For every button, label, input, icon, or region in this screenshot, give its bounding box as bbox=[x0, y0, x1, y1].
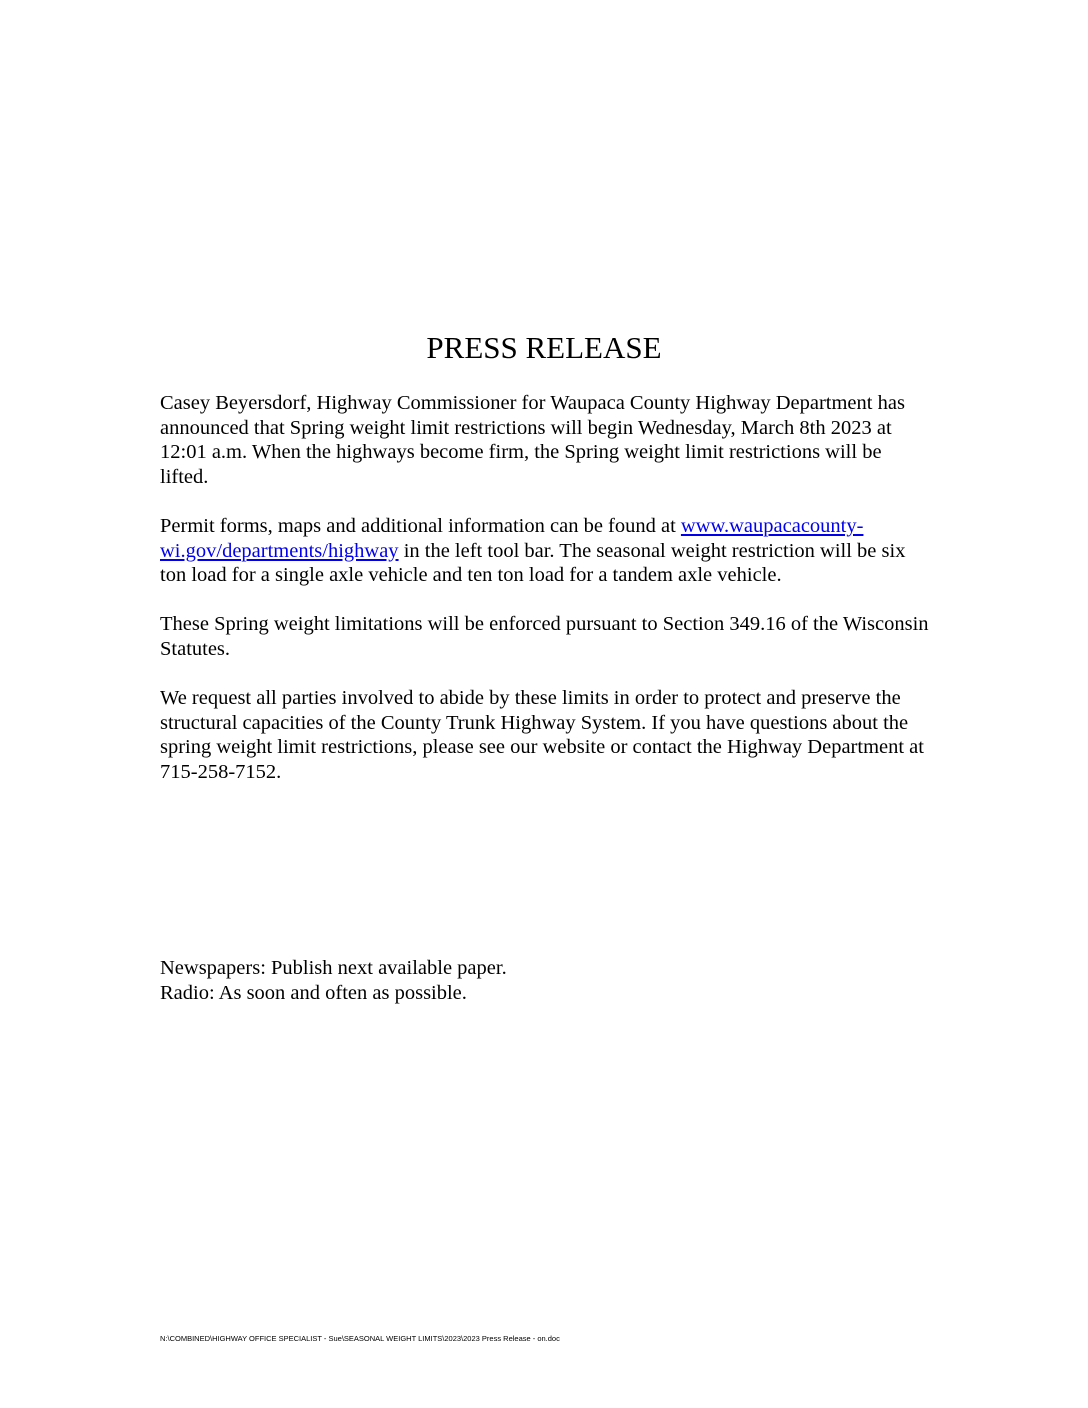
enforcement-paragraph: These Spring weight limitations will be enforced pursuant to Section 349.16 of the Wisconsin Statutes. bbox=[160, 613, 929, 660]
page-title: PRESS RELEASE bbox=[426, 330, 662, 365]
radio-note: Radio: As soon and often as possible. bbox=[160, 982, 467, 1004]
permit-info-text-before: Permit forms, maps and additional information can be found at bbox=[160, 515, 681, 537]
announcement-paragraph: Casey Beyersdorf, Highway Commissioner for Waupaca County Highway Department has announced that Spring weight limit restrictions will begin Wednesday, March 8th 2023 at 12:01 a.m. When the highways become firm, the Spring weight limit restrictions will be lifted. bbox=[160, 392, 905, 488]
file-path-footer: N:\COMBINED\HIGHWAY OFFICE SPECIALIST - Sue\SEASONAL WEIGHT LIMITS\2023\2023 Press Release - on.doc bbox=[160, 1334, 560, 1343]
highway-department-link[interactable]: www.waupacacounty-wi.gov/departments/highway bbox=[160, 515, 864, 562]
permit-info-paragraph bbox=[160, 514, 930, 588]
newspapers-note: Newspapers: Publish next available paper. bbox=[160, 957, 507, 979]
permit-info-text-after: in the left tool bar. The seasonal weight restriction will be six ton load for a single axle vehicle and ten ton load for a tandem axle vehicle. bbox=[160, 539, 906, 586]
request-paragraph: We request all parties involved to abide by these limits in order to protect and preserve the structural capacities of the County Trunk Highway System. If you have questions about the spring weight limit restrictions, please see our website or contact the Highway Department at 715-258-7152. bbox=[160, 687, 924, 783]
